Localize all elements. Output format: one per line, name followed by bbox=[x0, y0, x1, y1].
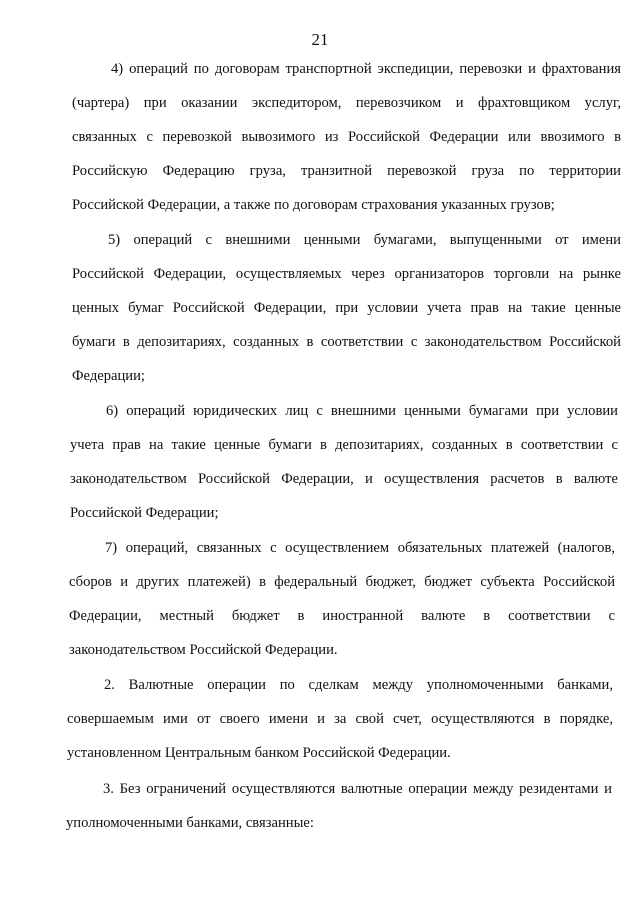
section-3-line-2: уполномоченными банками, связанные: bbox=[66, 815, 314, 831]
section-2-line-2: совершаемым ими от своего имени и за свой счет, осуществляются в порядке, bbox=[67, 711, 613, 727]
paragraph-6-line-3: законодательством Российской Федерации, и осуществления расчетов в валюте bbox=[70, 471, 618, 487]
paragraph-6-line-1: 6) операций юридических лиц с внешними ценными бумагами при условии bbox=[106, 403, 618, 419]
paragraph-4-line-4: Российскую Федерацию груза, транзитной перевозкой груза по территории bbox=[72, 163, 621, 179]
paragraph-6-line-4: Российской Федерации; bbox=[70, 505, 219, 521]
section-2-line-1: 2. Валютные операции по сделкам между уполномоченными банками, bbox=[104, 677, 613, 693]
paragraph-4-line-2: (чартера) при оказании экспедитором, перевозчиком и фрахтовщиком услуг, bbox=[72, 95, 621, 111]
paragraph-5-line-5: Федерации; bbox=[72, 368, 145, 384]
paragraph-4-line-1: 4) операций по договорам транспортной экспедиции, перевозки и фрахтования bbox=[111, 61, 621, 77]
paragraph-7-line-2: сборов и других платежей) в федеральный бюджет, бюджет субъекта Российской bbox=[69, 574, 615, 590]
paragraph-7-line-1: 7) операций, связанных с осуществлением обязательных платежей (налогов, bbox=[105, 540, 615, 556]
section-2-line-3: установленном Центральным банком Российской Федерации. bbox=[67, 745, 451, 761]
paragraph-4-line-3: связанных с перевозкой вывозимого из Российской Федерации или ввозимого в bbox=[72, 129, 621, 145]
paragraph-4-line-5: Российской Федерации, а также по договорам страхования указанных грузов; bbox=[72, 197, 555, 213]
paragraph-6-line-2: учета прав на такие ценные бумаги в депозитариях, созданных в соответствии с bbox=[70, 437, 618, 453]
section-3-line-1: 3. Без ограничений осуществляются валютные операции между резидентами и bbox=[103, 781, 612, 797]
page-number: 21 bbox=[311, 30, 329, 49]
paragraph-7-line-3: Федерации, местный бюджет в иностранной валюте в соответствии с bbox=[69, 608, 615, 624]
paragraph-5-line-3: ценных бумаг Российской Федерации, при условии учета прав на такие ценные bbox=[72, 300, 621, 316]
paragraph-5-line-4: бумаги в депозитариях, созданных в соответствии с законодательством Российской bbox=[72, 334, 621, 350]
paragraph-5-line-2: Российской Федерации, осуществляемых через организаторов торговли на рынке bbox=[72, 266, 621, 282]
paragraph-5-line-1: 5) операций с внешними ценными бумагами, выпущенными от имени bbox=[108, 232, 621, 248]
paragraph-7-line-4: законодательством Российской Федерации. bbox=[69, 642, 338, 658]
